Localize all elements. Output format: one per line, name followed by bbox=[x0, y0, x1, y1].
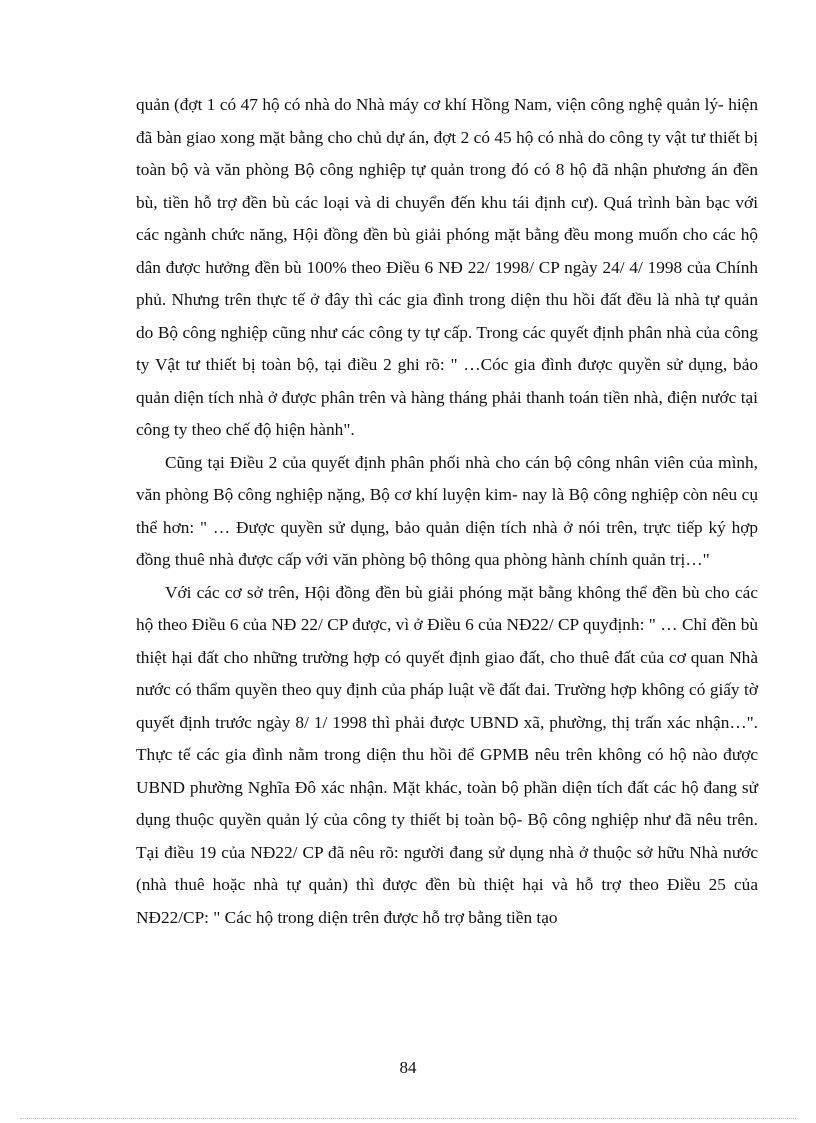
page-bottom-divider bbox=[20, 1118, 796, 1119]
paragraph-legal-basis: Với các cơ sở trên, Hội đồng đền bù giải phóng mặt bằng không thể đền bù cho các hộ theo Điều 6 của NĐ 22/ CP được, vì ở Điều 6 của NĐ22/ CP quyđịnh: " … Chỉ đền bù thiệt hại đất cho những trường hợp có quyết định giao đất, cho thuê đất của cơ quan Nhà nước có thẩm quyền theo quy định của pháp luật về đất đai. Trường hợp không có giấy tờ quyết định trước ngày 8/ 1/ 1998 thì phải được UBND xã, phường, thị trấn xác nhận…". Thực tế các gia đình nằm trong diện thu hồi để GPMB nêu trên không có hộ nào được UBND phường Nghĩa Đô xác nhận. Mặt khác, toàn bộ phần diện tích đất các hộ đang sử dụng thuộc quyền quản lý của công ty thiết bị toàn bộ- Bộ công nghiệp như đã nêu trên. Tại điều 19 của NĐ22/ CP đã nêu rõ: người đang sử dụng nhà ở thuộc sở hữu Nhà nước (nhà thuê hoặc nhà tự quản) thì được đền bù thiệt hại và hỗ trợ theo Điều 25 của NĐ22/CP: " Các hộ trong diện trên được hỗ trợ bằng tiền tạo bbox=[136, 582, 758, 927]
page-number: 84 bbox=[399, 1058, 417, 1077]
paragraph-decision-article-2: Cũng tại Điều 2 của quyết định phân phối nhà cho cán bộ công nhân viên của mình, văn phòng Bộ công nghiệp nặng, Bộ cơ khí luyện kim- nay là Bộ công nghiệp còn nêu cụ thể hơn: " … Được quyền sử dụng, bảo quản diện tích nhà ở nói trên, trực tiếp ký hợp đồng thuê nhà được cấp với văn phòng bộ thông qua phòng hành chính quản trị…" bbox=[136, 452, 758, 569]
body-text bbox=[136, 89, 758, 934]
paragraph-continued: quản (đợt 1 có 47 hộ có nhà do Nhà máy cơ khí Hồng Nam, viện công nghệ quản lý- hiện đã bàn giao xong mặt bằng cho chủ dự án, đợt 2 có 45 hộ có nhà do công ty vật tư thiết bị toàn bộ và văn phòng Bộ công nghiệp tự quản trong đó có 8 hộ đã nhận phương án đền bù, tiền hỗ trợ đền bù các loại và di chuyển đến khu tái định cư). Quá trình bàn bạc với các ngành chức năng, Hội đồng đền bù giải phóng mặt bằng đều mong muốn cho các hộ dân được hưởng đền bù 100% theo Điều 6 NĐ 22/ 1998/ CP ngày 24/ 4/ 1998 của Chính phủ. Nhưng trên thực tế ở đây thì các gia đình trong diện thu hồi đất đều là nhà tự quản do Bộ công nghiệp cũng như các công ty tự cấp. Trong các quyết định phân nhà của công ty Vật tư thiết bị toàn bộ, tại điều 2 ghi rõ: " …Cóc gia đình được quyền sử dụng, bảo quản diện tích nhà ở được phân trên và hàng tháng phải thanh toán tiền nhà, điện nước tại công ty theo chế độ hiện hành". bbox=[136, 95, 758, 439]
